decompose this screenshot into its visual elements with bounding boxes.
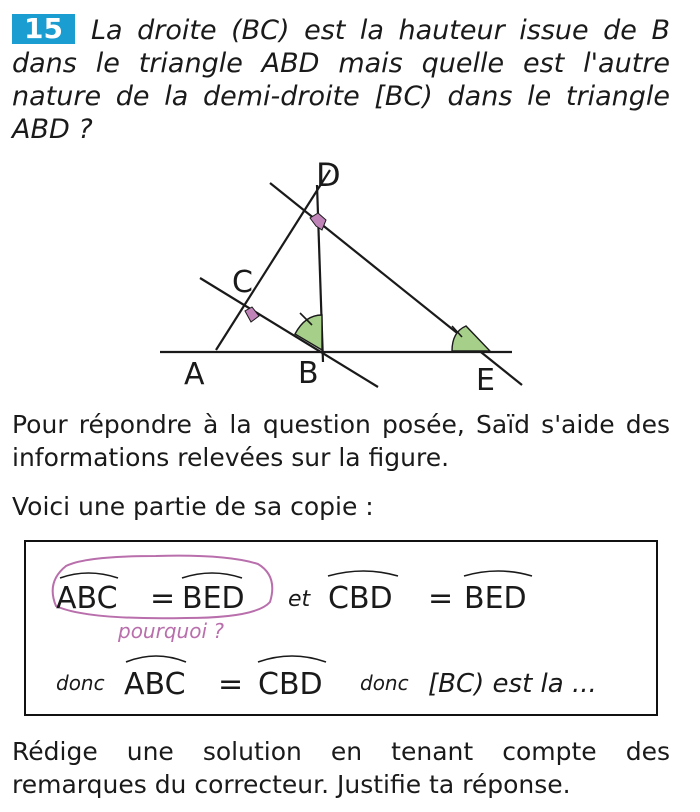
label-d: D	[316, 156, 341, 194]
question-header	[12, 14, 670, 146]
label-a: A	[184, 357, 205, 392]
angle-abc-2: ABC	[124, 667, 186, 702]
angle-bed-2: BED	[464, 581, 527, 616]
student-copy-handwriting	[26, 542, 656, 714]
donc-word-1: donc	[56, 671, 105, 695]
instruction-paragraph: Rédige une solution en tenant compte des remarques du correcteur. Justifie ta réponse.	[12, 737, 670, 799]
angle-hat-abc-2	[126, 656, 186, 662]
right-angle-mark-d	[310, 213, 326, 230]
teacher-remark: pourquoi ?	[118, 619, 224, 643]
angle-bed: BED	[182, 581, 245, 616]
right-angle-mark-c	[245, 307, 259, 322]
angle-hat-abc	[60, 573, 118, 578]
angle-hat-cbd	[328, 571, 398, 576]
donc-word-2: donc	[360, 671, 409, 695]
student-copy-box	[24, 540, 658, 716]
label-c: C	[232, 265, 253, 300]
et-word: et	[288, 587, 311, 612]
angle-abc: ABC	[56, 581, 118, 616]
label-e: E	[476, 363, 495, 397]
equals-sign-1: =	[150, 581, 176, 616]
question-text: La droite (BC) est la hauteur issue de B dans le triangle ABD mais quelle est l'autre nature de la demi-droite [BC) dans le triangle ABD ?	[12, 15, 670, 145]
intro-paragraph: Pour répondre à la question posée, Saïd s'aide des informations relevées sur la figure.	[12, 410, 670, 472]
label-b: B	[298, 356, 319, 391]
exercise-number-badge: 15	[12, 14, 75, 44]
angle-cbd: CBD	[328, 581, 393, 616]
angle-hat-bed-2	[464, 571, 532, 576]
copy-intro-paragraph: Voici une partie de sa copie :	[12, 492, 374, 521]
line-de	[270, 183, 522, 385]
equals-sign-2: =	[428, 581, 454, 616]
conclusion-tail: [BC) est la ...	[428, 669, 597, 699]
angle-hat-cbd-2	[258, 656, 326, 662]
angle-hat-bed	[182, 573, 242, 578]
equals-sign-3: =	[218, 667, 244, 702]
angle-mark-bed	[452, 326, 490, 351]
geometry-figure	[150, 152, 530, 397]
angle-cbd-2: CBD	[258, 667, 323, 702]
